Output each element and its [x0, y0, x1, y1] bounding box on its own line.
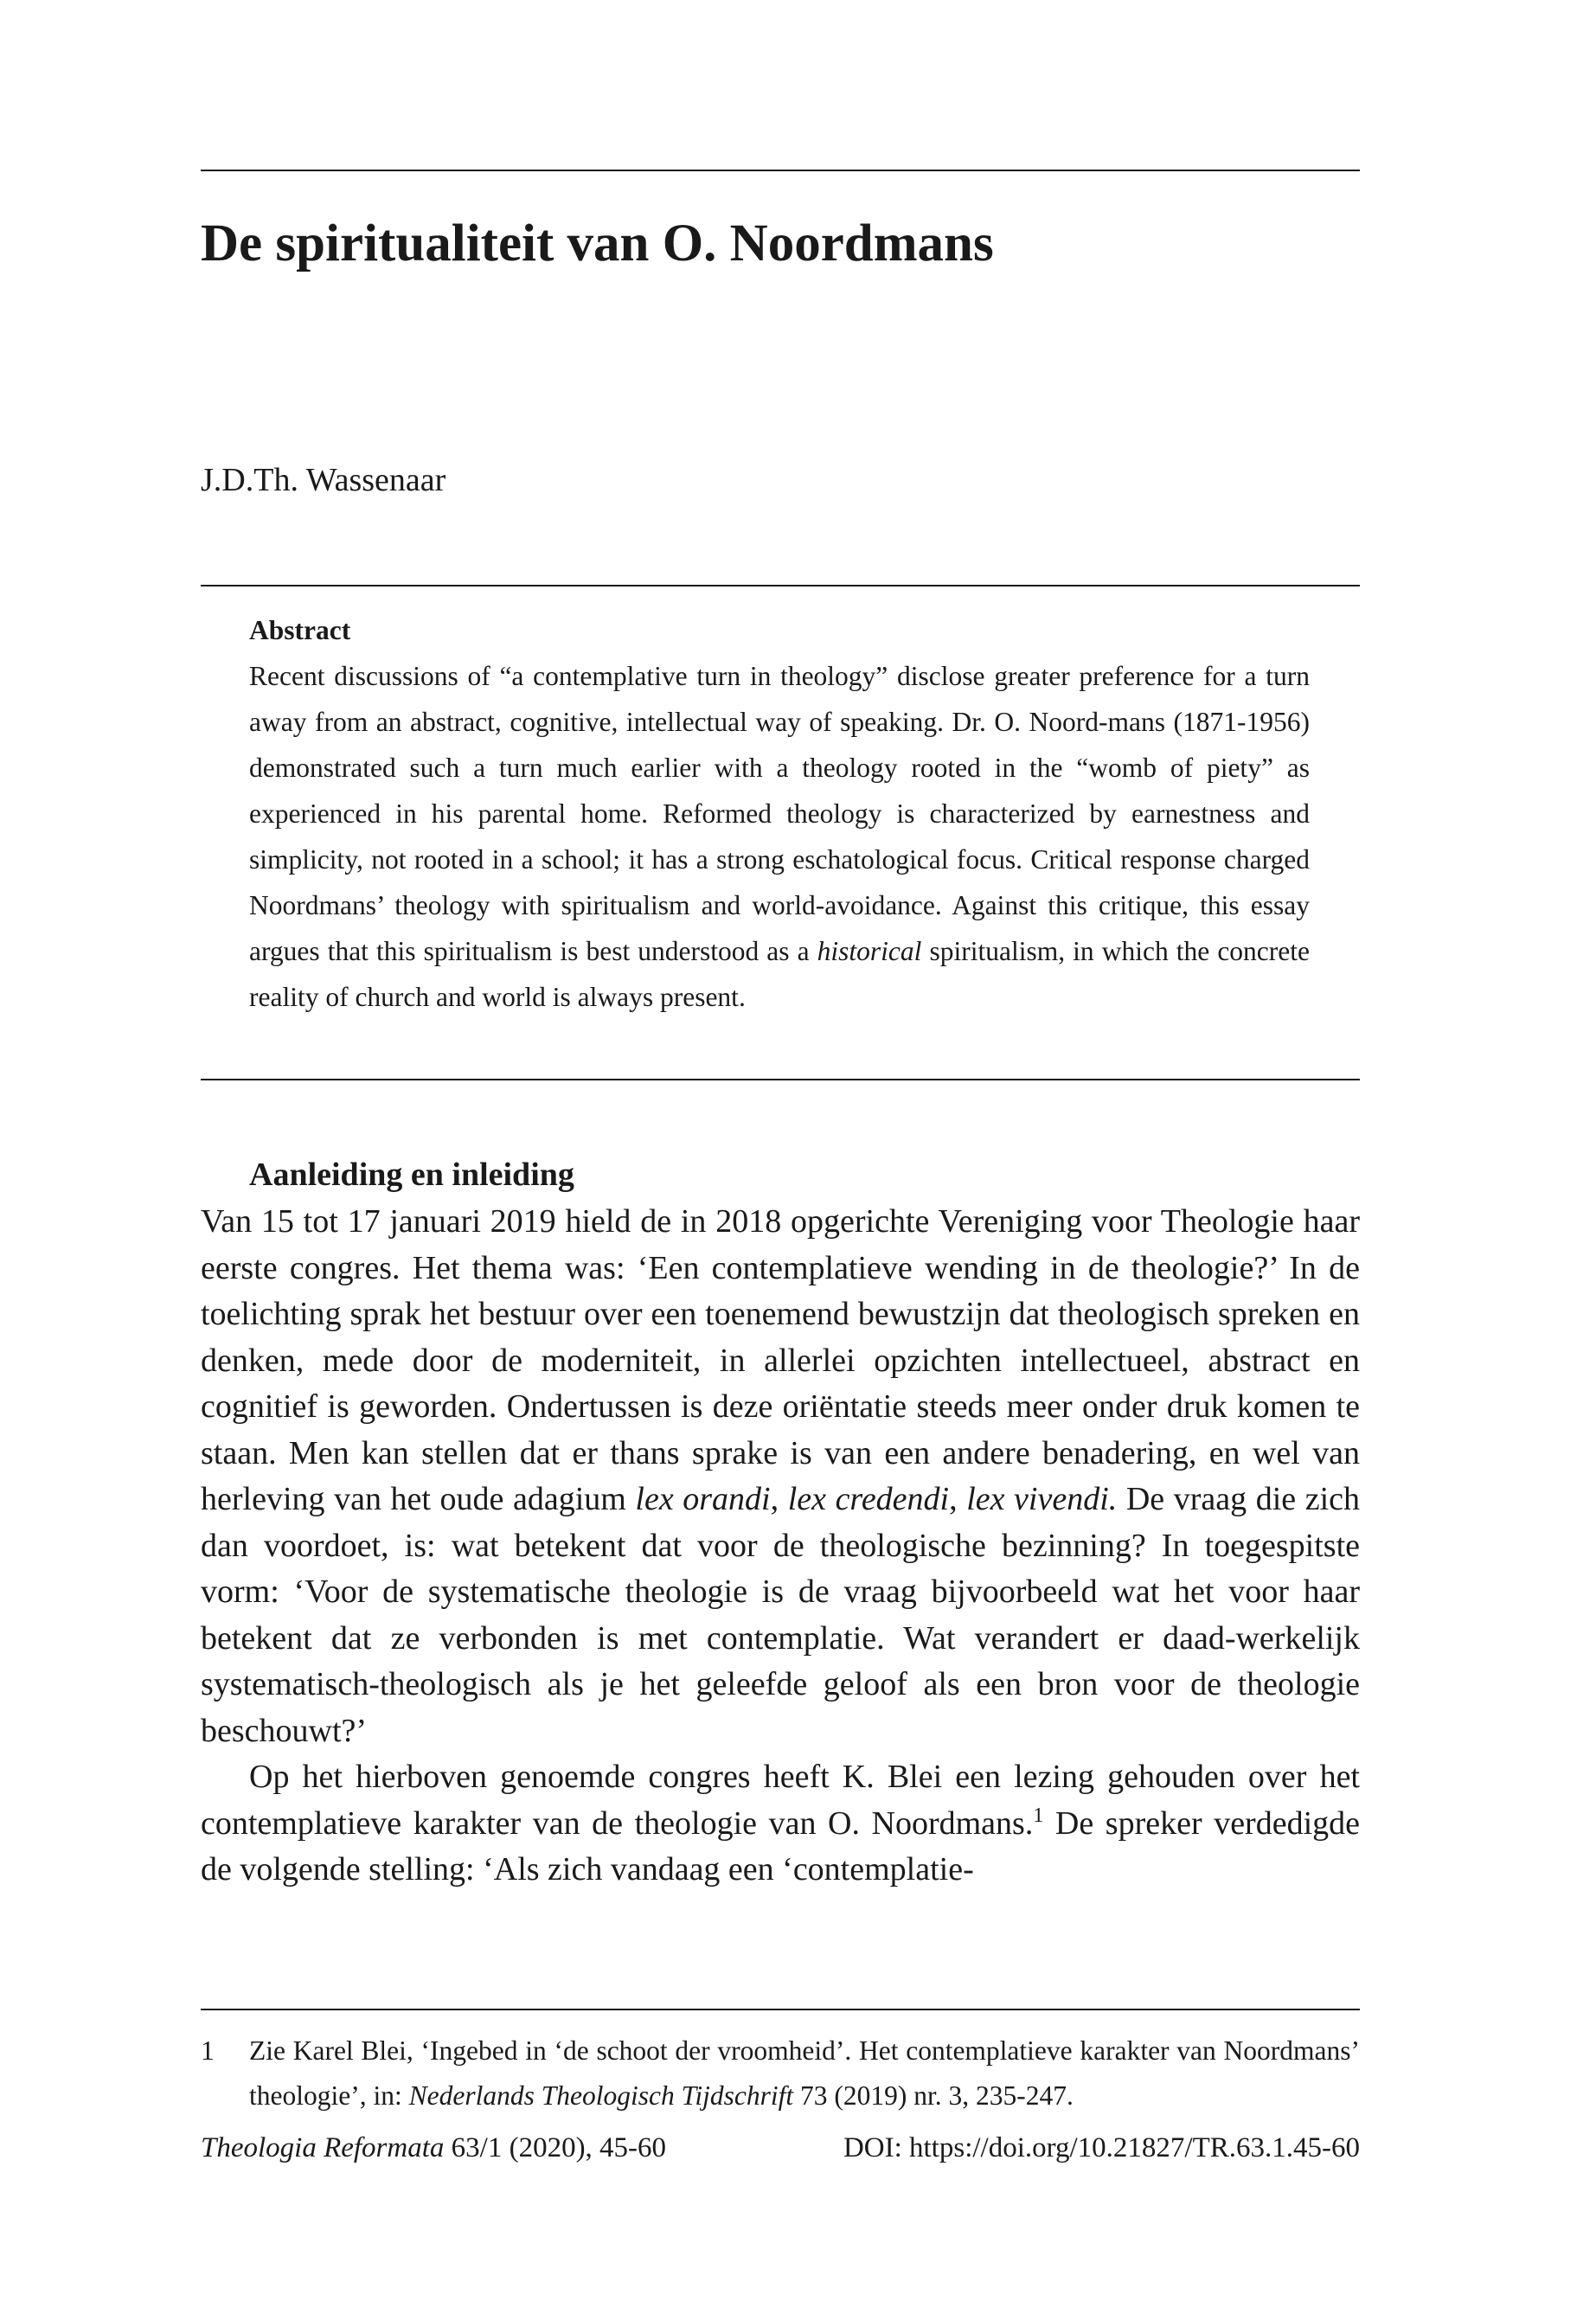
journal-name: Theologia Reformata: [201, 2132, 445, 2163]
paragraph-text: De vraag die zich dan voordoet, is: wat betekent dat voor de theologische bezinning? In toegespitste vorm: ‘Voor de systematische theologie is de vraag bijvoorbeeld wat het voor haar betekent dat ze verbonden is met contemplatie. Wat verandert er daad-werkelijk systematisch-theologisch als je het geleefde geloof als een bron voor de theologie beschouwt?’: [201, 1481, 1360, 1749]
abstract-top-rule: [201, 585, 1360, 586]
doi-link[interactable]: DOI: https://doi.org/10.21827/TR.63.1.45-60: [843, 2132, 1360, 2163]
article-title: De spiritualiteit van O. Noordmans: [201, 215, 994, 272]
journal-volume: 63/1 (2020), 45-60: [444, 2132, 667, 2163]
paragraph-text: Op het hierboven genoemde congres heeft K. Blei een lezing gehouden over het contemplatieve karakter van de theologie van O. Noordmans.: [201, 1759, 1360, 1842]
latin-phrase: lex vivendi.: [966, 1481, 1118, 1517]
paragraph-1: [201, 1199, 1360, 1754]
footnote-number: 1: [201, 2035, 215, 2066]
abstract-italic: historical: [817, 936, 922, 966]
abstract-heading: Abstract: [249, 615, 351, 645]
paragraph-text: De spreker verdedigde de volgende stelling: ‘Als zich vandaag een ‘contemplatie-: [201, 1804, 1361, 1888]
section-heading: Aanleiding en inleiding: [249, 1157, 574, 1193]
footnote-text: [249, 2029, 1360, 2118]
header-rule: [201, 170, 1360, 171]
footnote-text-part: 73 (2019) nr. 3, 235-247.: [793, 2080, 1074, 2111]
footnote-text-part: Zie Karel Blei, ‘Ingebed in ‘de schoot der vroomheid’. Het contemplatieve karakter van Noordmans’ theologie’, in:: [249, 2035, 1360, 2111]
abstract-text-part: spiritualism, in which the concrete reality of church and world is always present.: [249, 936, 1310, 1012]
journal-title: Nederlands Theologisch Tijdschrift: [408, 2080, 794, 2111]
paragraph-2: [201, 1754, 1360, 1894]
latin-phrase: lex credendi: [787, 1481, 950, 1517]
article-body: [201, 1150, 1360, 1894]
footnote-rule: [201, 2009, 1360, 2010]
paragraph-text: Van 15 tot 17 januari 2019 hield de in 2018 opgerichte Vereniging voor Theologie haar eerste congres. Het thema was: ‘Een contemplatieve wending in de theologie?’ In de toelichting sprak het bestuur over een toenemend bewustzijn dat theologisch spreken en denken, mede door de moderniteit, in allerlei opzichten intellectueel, abstract en cognitief is geworden. Ondertussen is deze oriëntatie steeds meer onder druk komen te staan. Men kan stellen dat er thans sprake is van een andere benadering, en wel van herleving van het oude adagium: [201, 1203, 1360, 1517]
separator: ,: [770, 1481, 788, 1517]
abstract-block: [249, 607, 1310, 1020]
abstract-bottom-rule: [201, 1079, 1360, 1080]
latin-phrase: lex orandi: [635, 1481, 771, 1517]
footnote: [201, 2029, 1360, 2118]
author-name: J.D.Th. Wassenaar: [201, 462, 446, 498]
journal-citation: [201, 2131, 666, 2165]
abstract-text: [249, 653, 1310, 1020]
abstract-text-part: Recent discussions of “a contemplative turn in theology” disclose greater preference for a turn away from an abstract, cognitive, intellectual way of speaking. Dr. O. Noord-mans (1871-1956) demonstrated such a turn much earlier with a theology rooted in the “womb of piety” as experienced in his parental home. Reformed theology is characterized by earnestness and simplicity, not rooted in a school; it has a strong eschatological focus. Critical response charged Noordmans’ theology with spiritualism and world-avoidance. Against this critique, this essay argues that this spiritualism is best understood as a: [249, 661, 1310, 966]
separator: ,: [949, 1481, 967, 1517]
footnote-reference[interactable]: 1: [1033, 1804, 1044, 1827]
